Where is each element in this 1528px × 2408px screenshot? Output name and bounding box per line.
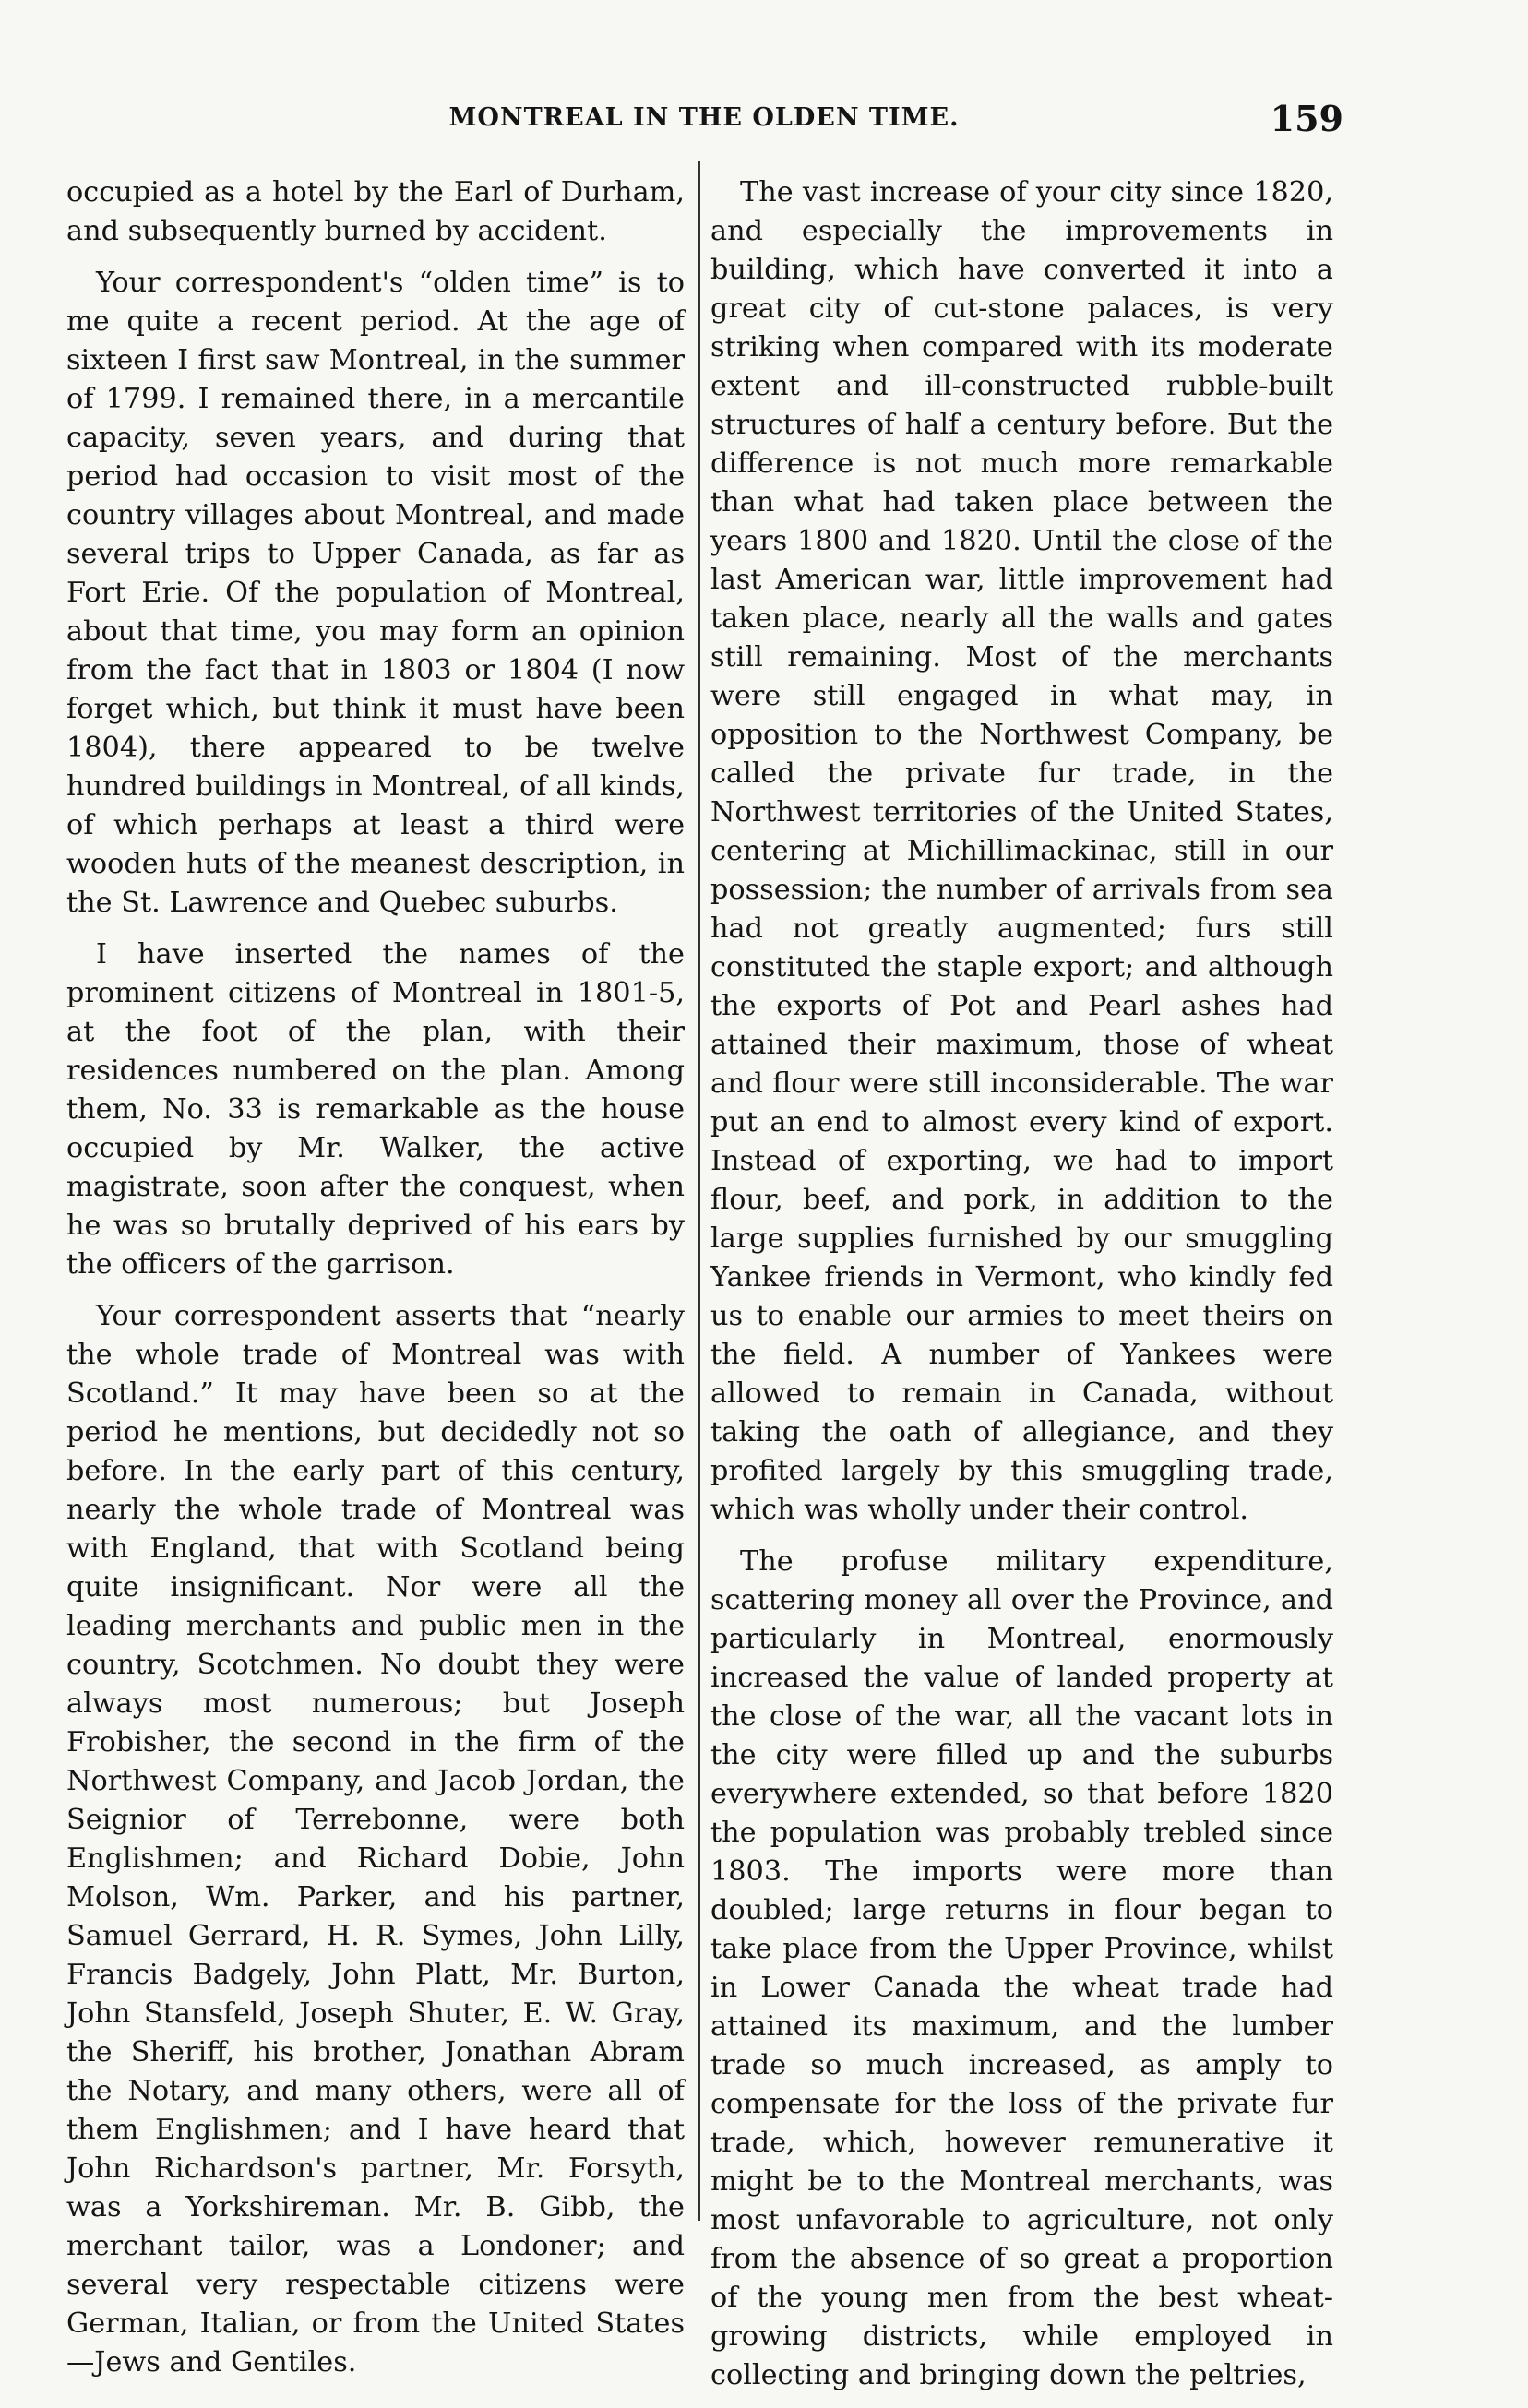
paragraph: occupied as a hotel by the Earl of Durham, and subsequently burned by accident.	[66, 176, 685, 247]
right-column	[710, 173, 1333, 2408]
running-header	[65, 98, 1343, 140]
paragraph: The profuse military expenditure, scattering money all over the Province, and particularly in Montreal, enormously increased the value of landed property at the close of the war, all the vacant lots in the city were filled up and the suburbs everywhere extended, so that before 1820 the population was probably trebled since 1803. The imports were more than doubled; large returns in flour began to take place from the Upper Province, whilst in Lower Canada the wheat trade had attained its maximum, and the lumber trade so much increased, as amply to compensate for the loss of the private fur trade, which, however remunerative it might be to the Montreal merchants, was most unfavorable to agriculture, not only from the absence of so great a proportion of the young men from the best wheat-growing districts, while employed in collecting and bringing down the peltries,	[710, 1545, 1333, 2391]
page-number: 159	[1270, 98, 1343, 139]
left-column	[66, 173, 685, 2395]
paragraph: The vast increase of your city since 1820, and especially the improvements in building, which have converted it into a great city of cut-stone palaces, is very striking when compared with its moderate extent and ill-constructed rubble-built structures of half a century before. But the difference is not much more remarkable than what had taken place between the years 1800 and 1820. Until the close of the last American war, little improvement had taken place, nearly all the walls and gates still remaining. Most of the merchants were still engaged in what may, in opposition to the Northwest Company, be called the private fur trade, in the Northwest territories of the United States, centering at Michillimackinac, still in our possession; the number of arrivals from sea had not greatly augmented; furs still constituted the staple export; and although the exports of Pot and Pearl ashes had attained their maximum, those of wheat and flour were still inconsiderable. The war put an end to almost every kind of export. Instead of exporting, we had to import flour, beef, and pork, in addition to the large supplies furnished by our smuggling Yankee friends in Vermont, who kindly fed us to enable our armies to meet theirs on the field. A number of Yankees were allowed to remain in Canada, without taking the oath of allegiance, and they profited largely by this smuggling trade, which was wholly under their control.	[710, 176, 1333, 1526]
paragraph: Your correspondent's “olden time” is to me quite a recent period. At the age of sixteen I first saw Montreal, in the summer of 1799. I remained there, in a mercantile capacity, seven years, and during that period had occasion to visit most of the country villages about Montreal, and made several trips to Upper Canada, as far as Fort Erie. Of the population of Montreal, about that time, you may form an opinion from the fact that in 1803 or 1804 (I now forget which, but think it must have been 1804), there appeared to be twelve hundred buildings in Montreal, of all kinds, of which perhaps at least a third were wooden huts of the meanest description, in the St. Lawrence and Quebec suburbs.	[66, 267, 685, 919]
column-divider	[698, 161, 700, 2221]
paragraph: I have inserted the names of the prominent citizens of Montreal in 1801-5, at the foot of the plan, with their residences numbered on the plan. Among them, No. 33 is remarkable as the house occupied by Mr. Walker, the active magistrate, soon after the conquest, when he was so brutally deprived of his ears by the officers of the garrison.	[66, 938, 685, 1281]
paragraph: Your correspondent asserts that “nearly the whole trade of Montreal was with Scotland.” It may have been so at the period he mentions, but decidedly not so before. In the early part of this century, nearly the whole trade of Montreal was with England, that with Scotland being quite insignificant. Nor were all the leading merchants and public men in the country, Scotchmen. No doubt they were always most numerous; but Joseph Frobisher, the second in the firm of the Northwest Company, and Jacob Jordan, the Seignior of Terrebonne, were both Englishmen; and Richard Dobie, John Molson, Wm. Parker, and his partner, Samuel Gerrard, H. R. Symes, John Lilly, Francis Badgely, John Platt, Mr. Burton, John Stansfeld, Joseph Shuter, E. W. Gray, the Sheriff, his brother, Jonathan Abram the Notary, and many others, were all of them Englishmen; and I have heard that John Richardson's partner, Mr. Forsyth, was a Yorkshireman. Mr. B. Gibb, the merchant tailor, was a Londoner; and several very respectable citizens were German, Italian, or from the United States—Jews and Gentiles.	[66, 1300, 685, 2378]
running-title: MONTREAL IN THE OLDEN TIME.	[448, 103, 960, 132]
